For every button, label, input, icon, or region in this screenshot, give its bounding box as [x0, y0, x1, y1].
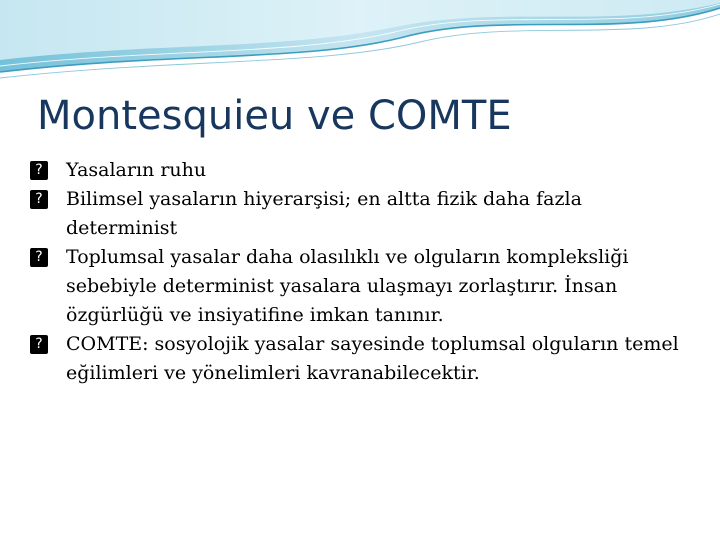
- bullet-item: [30, 330, 690, 388]
- bullet-text: COMTE: sosyolojik yasalar sayesinde toplumsal olguların temel eğilimleri ve yönelimleri kavranabilecektir.: [66, 333, 679, 384]
- bullet-text: Toplumsal yasalar daha olasılıklı ve olguların kompleksliği sebebiyle determinist yasalara ulaşmayı zorlaştırır. İnsan özgürlüğü ve insiyatifine imkan tanınır.: [66, 246, 629, 326]
- bullet-item: [30, 243, 690, 330]
- bullet-item: [30, 185, 690, 243]
- bullet-text: Bilimsel yasaların hiyerarşisi; en altta fizik daha fazla determinist: [66, 188, 582, 239]
- bullet-text: Yasaların ruhu: [66, 159, 207, 181]
- bullet-glyph-icon: ?: [30, 335, 48, 354]
- bullet-glyph-icon: ?: [30, 248, 48, 267]
- slide-title: Montesquieu ve COMTE: [37, 93, 512, 139]
- decorative-wave-header: [0, 0, 720, 90]
- bullet-item: [30, 156, 690, 185]
- bullet-list: [30, 156, 690, 388]
- bullet-glyph-icon: ?: [30, 161, 48, 180]
- bullet-glyph-icon: ?: [30, 190, 48, 209]
